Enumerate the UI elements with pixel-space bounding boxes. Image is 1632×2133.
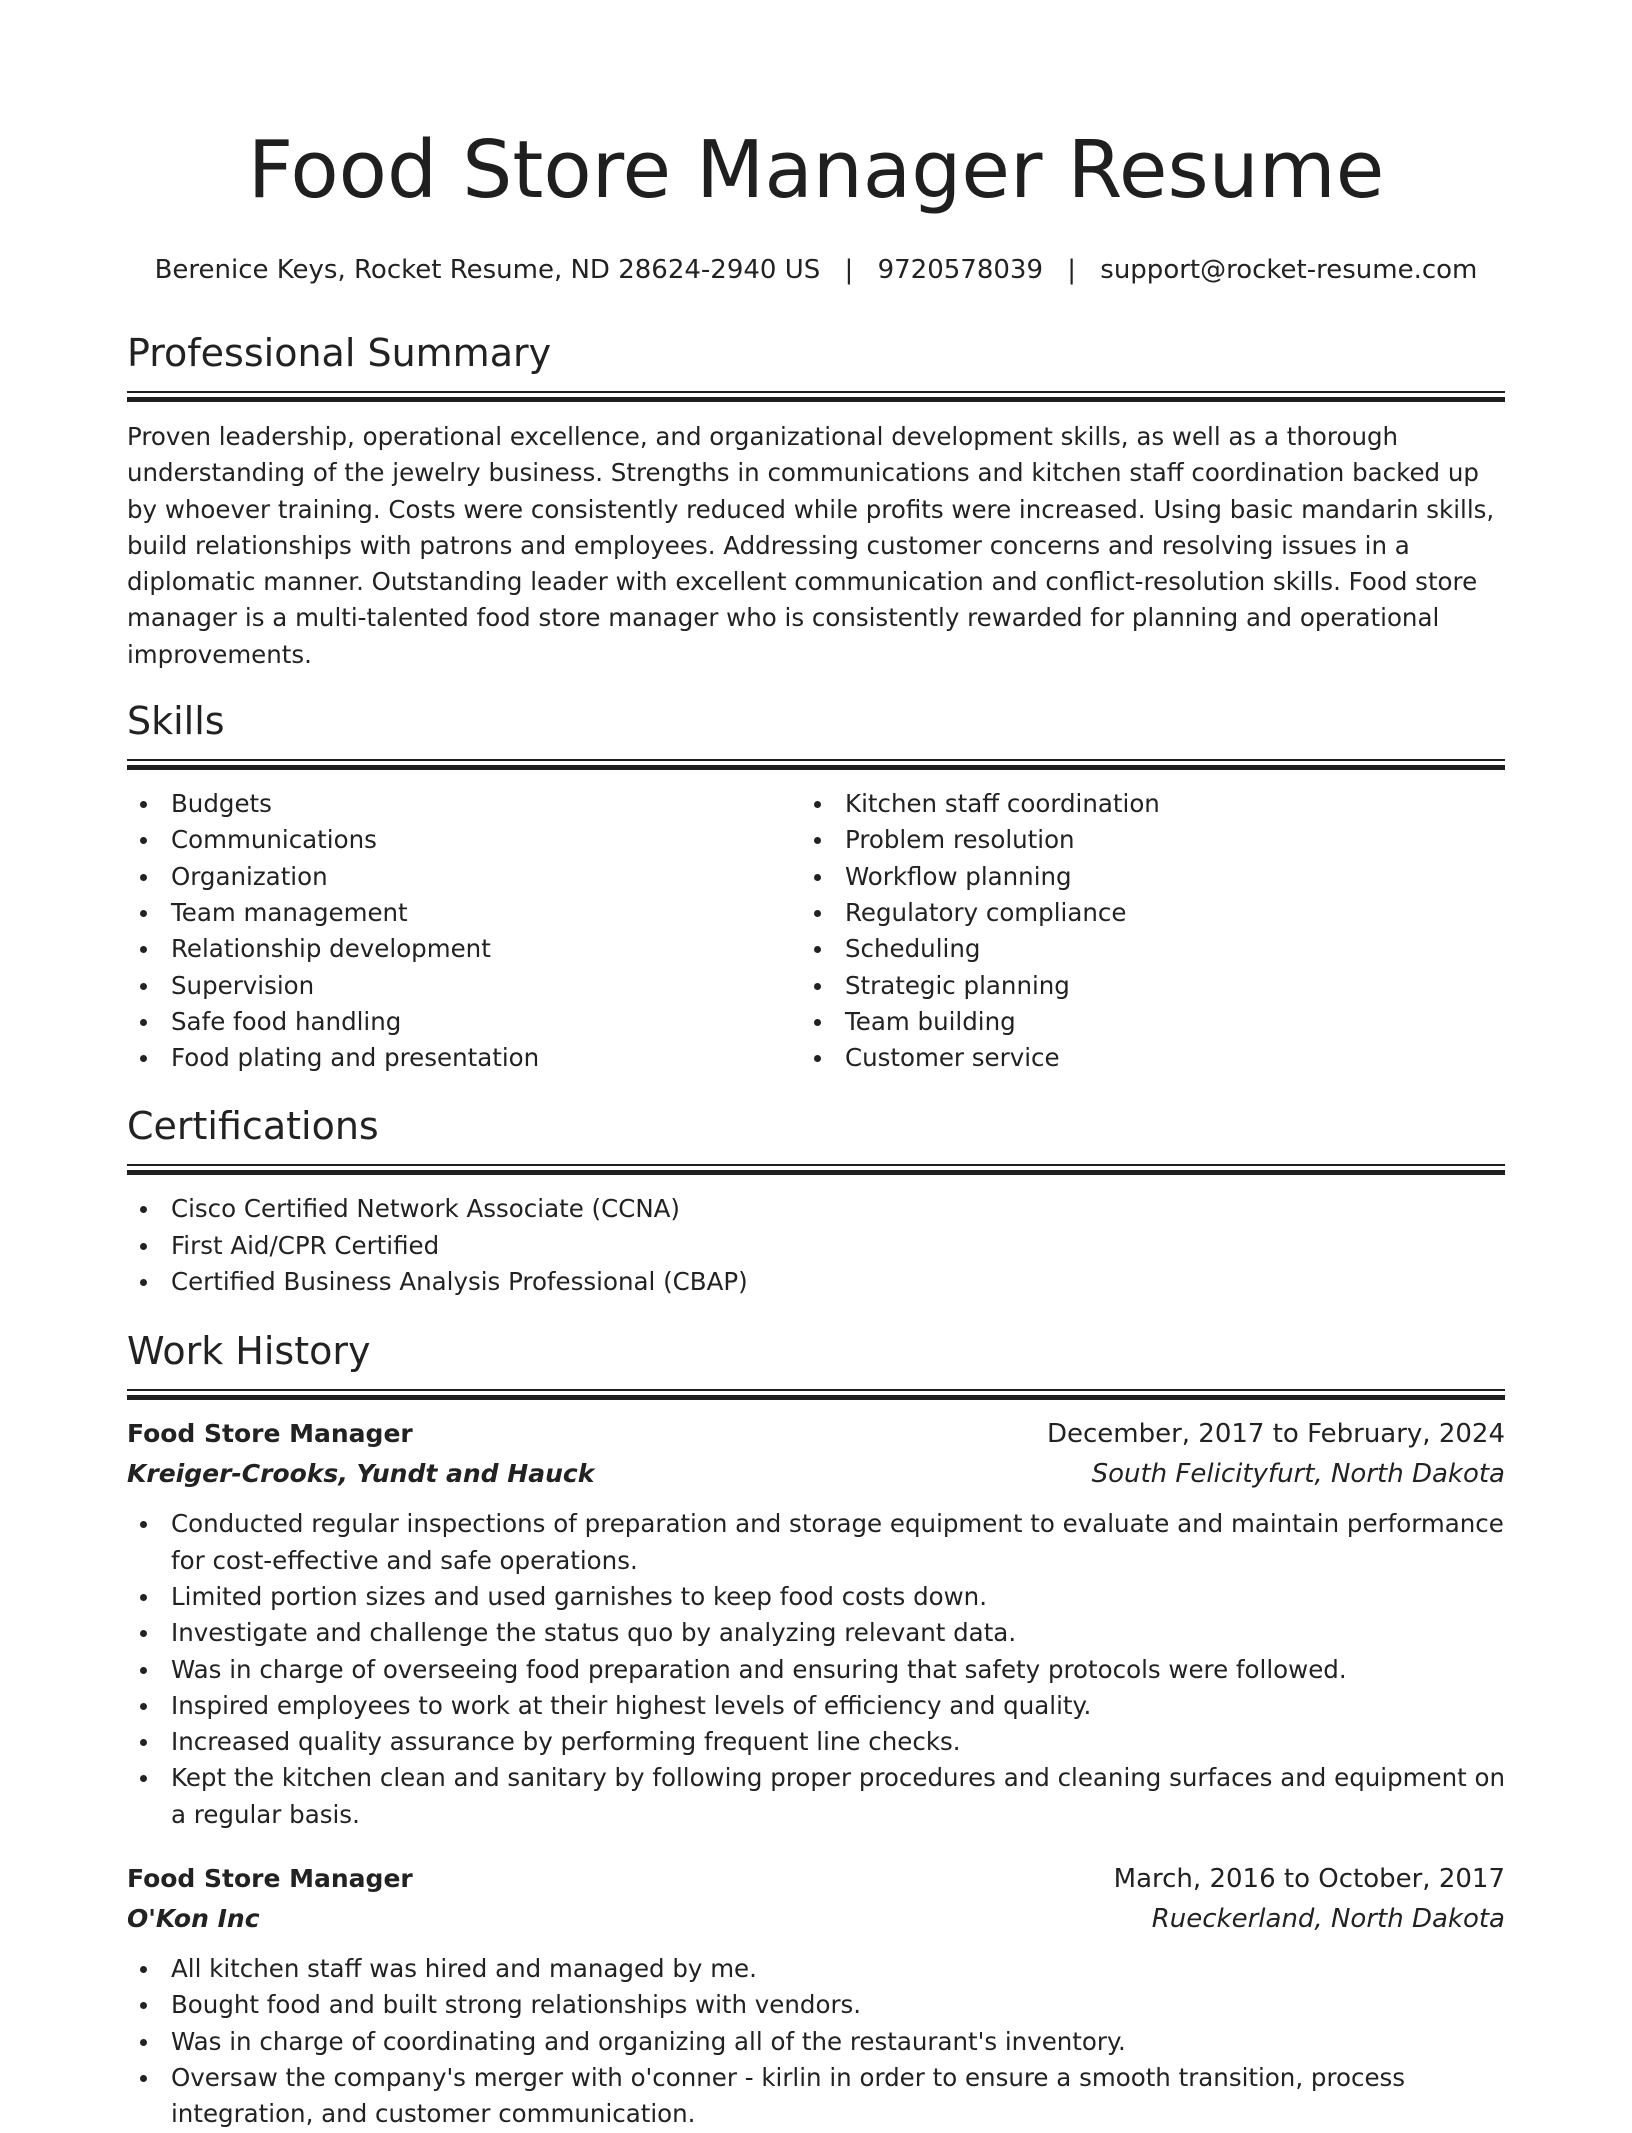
- job-header: [127, 1414, 1505, 1454]
- section-divider: [127, 1164, 1505, 1175]
- job-subheader: [127, 1454, 1505, 1494]
- skill-item: Relationship development: [127, 931, 801, 967]
- summary-section: [127, 329, 1505, 673]
- skill-item: Problem resolution: [801, 822, 1475, 858]
- job-header: [127, 1859, 1505, 1899]
- skills-grid: [127, 786, 1505, 1076]
- job-title: Food Store Manager: [127, 1864, 413, 1894]
- job-bullets: [127, 1506, 1505, 1833]
- section-heading: Certifications: [127, 1104, 379, 1149]
- contact-phone: 9720578039: [877, 255, 1043, 285]
- skill-item: Food plating and presentation: [127, 1040, 801, 1076]
- skill-item: Team management: [127, 895, 801, 931]
- job-location: South Felicityfurt, North Dakota: [1091, 1459, 1505, 1490]
- job-entry: [127, 1414, 1505, 1833]
- skill-item: Supervision: [127, 968, 801, 1004]
- job-dates: December, 2017 to February, 2024: [1046, 1419, 1505, 1450]
- document-title: Food Store Manager Resume: [247, 124, 1385, 216]
- job-bullet: Conducted regular inspections of preparation and storage equipment to evaluate and maintain performance for cost-effective and safe operations.: [127, 1506, 1505, 1579]
- section-heading: Skills: [127, 699, 225, 744]
- job-bullet: Kept the kitchen clean and sanitary by following proper procedures and cleaning surfaces and equipment on a regular basis.: [127, 1760, 1505, 1833]
- job-bullet: Inspired employees to work at their highest levels of efficiency and quality.: [127, 1688, 1505, 1724]
- contact-separator: |: [844, 255, 854, 285]
- contact-line: [127, 253, 1505, 287]
- job-subheader: [127, 1899, 1505, 1939]
- certification-item: Certified Business Analysis Professional (CBAP): [127, 1264, 1505, 1300]
- skill-item: Workflow planning: [801, 859, 1475, 895]
- summary-paragraph: Proven leadership, operational excellence, and organizational development skills, as well as a thorough understanding of the jewelry business. Strengths in communications and kitchen staff coordination backed up by whoever training. Costs were consistently reduced while profits were increased. Using basic mandarin skills, build relationships with patrons and employees. Addressing customer concerns and resolving issues in a diplomatic manner. Outstanding leader with excellent communication and conflict-resolution skills. Food store manager is a multi-talented food store manager who is consistently rewarded for planning and operational improvements.: [127, 422, 1495, 669]
- skills-section: [127, 697, 1505, 1076]
- certifications-list: [127, 1191, 1505, 1300]
- section-divider: [127, 1389, 1505, 1400]
- job-title: Food Store Manager: [127, 1419, 413, 1449]
- skills-list-right: [801, 786, 1475, 1076]
- job-dates: March, 2016 to October, 2017: [1113, 1864, 1505, 1895]
- skill-item: Budgets: [127, 786, 801, 822]
- contact-address: Berenice Keys, Rocket Resume, ND 28624-2940 US: [154, 255, 821, 285]
- job-bullet: Investigate and challenge the status quo by analyzing relevant data.: [127, 1615, 1505, 1651]
- skill-item: Customer service: [801, 1040, 1475, 1076]
- job-bullet: Was in charge of overseeing food preparation and ensuring that safety protocols were followed.: [127, 1652, 1505, 1688]
- skill-item: Safe food handling: [127, 1004, 801, 1040]
- skill-item: Communications: [127, 822, 801, 858]
- job-entry: [127, 1859, 1505, 2132]
- section-heading: Professional Summary: [127, 331, 552, 375]
- section-divider: [127, 391, 1505, 402]
- certification-item: First Aid/CPR Certified: [127, 1228, 1505, 1264]
- job-bullet: Bought food and built strong relationships with vendors.: [127, 1987, 1505, 2023]
- skill-item: Kitchen staff coordination: [801, 786, 1475, 822]
- skill-item: Regulatory compliance: [801, 895, 1475, 931]
- job-bullet: Oversaw the company's merger with o'conner - kirlin in order to ensure a smooth transition, process integration, and customer communication.: [127, 2060, 1505, 2133]
- contact-separator: |: [1067, 255, 1077, 285]
- job-company: O'Kon Inc: [127, 1904, 260, 1934]
- section-divider: [127, 759, 1505, 770]
- job-company: Kreiger-Crooks, Yundt and Hauck: [127, 1459, 595, 1489]
- certifications-section: [127, 1102, 1505, 1300]
- skills-list-left: [127, 786, 801, 1076]
- skill-item: Scheduling: [801, 931, 1475, 967]
- contact-email: support@rocket-resume.com: [1100, 255, 1478, 285]
- job-bullet: Increased quality assurance by performing frequent line checks.: [127, 1724, 1505, 1760]
- skill-item: Team building: [801, 1004, 1475, 1040]
- job-location: Rueckerland, North Dakota: [1151, 1904, 1505, 1935]
- job-bullet: Limited portion sizes and used garnishes to keep food costs down.: [127, 1579, 1505, 1615]
- work-history-section: [127, 1327, 1505, 2132]
- job-bullet: All kitchen staff was hired and managed by me.: [127, 1951, 1505, 1987]
- job-bullet: Was in charge of coordinating and organizing all of the restaurant's inventory.: [127, 2024, 1505, 2060]
- certification-item: Cisco Certified Network Associate (CCNA): [127, 1191, 1505, 1227]
- job-bullets: [127, 1951, 1505, 2132]
- skill-item: Strategic planning: [801, 968, 1475, 1004]
- section-heading: Work History: [127, 1329, 371, 1374]
- skill-item: Organization: [127, 859, 801, 895]
